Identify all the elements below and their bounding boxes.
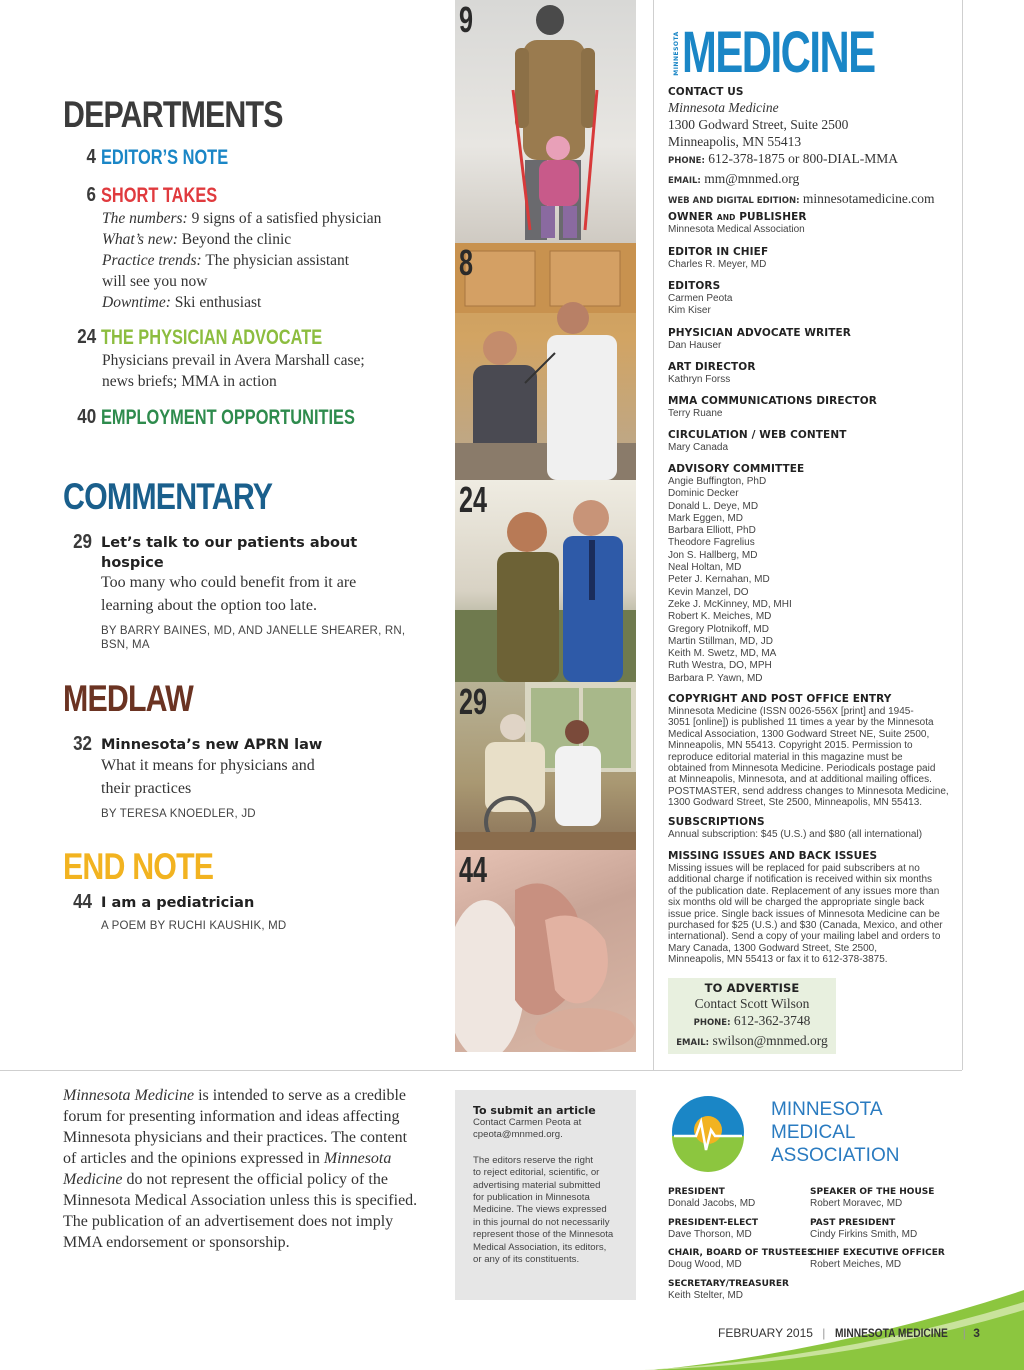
email-link[interactable]: mm@mnmed.org [704, 171, 800, 186]
article-title[interactable]: Minnesota’s new APRN law [101, 737, 323, 753]
advisory-member: Zeke J. McKinney, MD, MHI [668, 598, 792, 610]
byline-line: BSN, MA [101, 639, 150, 651]
short-takes-label: What’s new: [102, 231, 178, 248]
photo-clinic[interactable] [455, 243, 636, 480]
officer-title: CHAIR, BOARD OF TRUSTEES [668, 1248, 814, 1258]
article-byline [101, 624, 405, 652]
advisory-block [668, 463, 958, 685]
mma-logo [668, 1092, 748, 1172]
policy-line: advertising material submitted [473, 1179, 601, 1191]
contact-email [668, 170, 958, 190]
advisory-member: Mark Eggen, MD [668, 512, 744, 524]
disclaimer-italic: Minnesota [323, 1150, 392, 1167]
editor-name: Kim Kiser [668, 305, 711, 317]
column-divider [962, 0, 963, 1070]
copyright-line: reproduce editorial material in this magazine must be [668, 751, 903, 763]
missing-line: Minneapolis, MN 55413 or fax it to 612-378-3875. [668, 954, 888, 966]
contact-addr: Minneapolis, MN 55413 [668, 134, 802, 149]
email-label: EMAIL: [676, 1038, 710, 1048]
toc-item-short-takes[interactable] [74, 184, 434, 314]
copyright-line: at Minneapolis, Minnesota, and at additional mailing offices. [668, 774, 932, 786]
short-takes-line [102, 271, 381, 292]
subs-label: SUBSCRIPTIONS [668, 816, 765, 828]
logo-small: MINNESOTA [672, 31, 680, 76]
short-takes-line [102, 250, 381, 271]
owner-label-a: OWNER [668, 211, 714, 223]
copyright-line: Minneapolis, MN 55413. Copyright 2015. Permission to [668, 740, 913, 752]
policy-line: for publication in Minnesota [473, 1192, 590, 1204]
commentary-heading: COMMENTARY [63, 476, 273, 517]
desc-line: Too many who could benefit from it are [101, 574, 357, 591]
medicine-logo [668, 20, 878, 85]
disclaimer-line [63, 1148, 438, 1169]
missing-line: purchased for $25 (U.S.) and $30 (Canada, Mexico, and other [668, 920, 943, 932]
officer-name: Robert Meiches, MD [810, 1259, 902, 1270]
officer-ceo [810, 1247, 970, 1271]
copyright-line: obtained from Minnesota Medicine. Periodicals postage paid [668, 763, 936, 775]
photo-page-number: 9 [459, 0, 474, 40]
art-name: Kathryn Forss [668, 374, 731, 385]
advisory-member: Gregory Plotnikoff, MD [668, 623, 769, 635]
policy-line: to reject editorial, scientific, or [473, 1167, 600, 1179]
disclaimer-line [63, 1085, 438, 1106]
copyright-line: POSTMASTER, send address changes to Minnesota Medicine, [668, 785, 949, 797]
art-block [668, 361, 958, 386]
writer-block [668, 327, 958, 352]
email-link[interactable]: swilson@mnmed.org [712, 1033, 828, 1048]
editor-name: Carmen Peota [668, 293, 733, 304]
officer-title: SECRETARY/TREASURER [668, 1279, 789, 1289]
submit-title: To submit an article [473, 1104, 596, 1117]
officer-title: PAST PRESIDENT [810, 1218, 896, 1228]
toc-item-physician-advocate[interactable] [74, 326, 434, 396]
writer-name: Dan Hauser [668, 340, 722, 351]
subs-text: Annual subscription: $45 (U.S.) and $80 (all international) [668, 829, 923, 840]
advisory-member: Keith M. Swetz, MD, MA [668, 648, 777, 660]
policy-line: Medical Association, its editors, [473, 1241, 607, 1253]
advocate-line: Physicians prevail in Avera Marshall case; [102, 352, 365, 369]
phone-value[interactable]: 612-362-3748 [733, 1013, 811, 1028]
desc-line: What it means for physicians and [101, 757, 315, 774]
advertise-email [668, 1032, 836, 1052]
eic-name: Charles R. Meyer, MD [668, 259, 767, 270]
advisory-member: Ruth Westra, DO, MPH [668, 660, 772, 672]
owner-block [668, 211, 958, 236]
article-byline: BY TERESA KNOEDLER, JD [101, 808, 256, 820]
photo-hands[interactable] [455, 850, 636, 1052]
missing-line: issue price. Single back issues of Minnesota Medicine can be [668, 908, 940, 920]
article-desc [101, 571, 356, 617]
missing-line: of the publication date. Replacement of any issues more than [668, 885, 940, 897]
advisory-list [668, 476, 958, 685]
toc-title: THE PHYSICIAN ADVOCATE [101, 326, 323, 349]
missing-line: additional charge if notification is received within six months [668, 874, 933, 886]
circ-label: CIRCULATION / WEB CONTENT [668, 429, 847, 441]
mma-emblem-icon [668, 1092, 748, 1172]
editors-label: EDITORS [668, 280, 721, 292]
contact-phone [668, 150, 958, 170]
copyright-text [668, 706, 958, 809]
copyright-line: Medical Association, 1300 Godward Street NE, Suite 2500, [668, 728, 930, 740]
editors-block [668, 280, 958, 318]
submit-policy [473, 1155, 624, 1267]
page-footer [718, 1326, 980, 1340]
photo-page-number: 29 [459, 682, 488, 722]
owner-name: Minnesota Medical Association [668, 224, 805, 235]
disclaimer-text-segment: do not represent the official policy of the [122, 1171, 388, 1188]
short-takes-line [102, 208, 381, 229]
photo-page-number: 44 [459, 850, 488, 890]
advertise-contact: Contact Scott Wilson [694, 996, 810, 1011]
photo-page-number: 24 [459, 480, 488, 520]
officer-chair [668, 1247, 828, 1271]
web-label: WEB AND DIGITAL EDITION: [668, 196, 800, 206]
comm-block [668, 395, 958, 420]
disclaimer-line [63, 1106, 438, 1127]
submit-article-box [455, 1090, 636, 1300]
article-title[interactable]: I am a pediatrician [101, 895, 255, 911]
page-number: 4 [86, 146, 96, 168]
short-takes-text: The physician assistant [201, 252, 350, 269]
clinic-illustration [455, 243, 636, 480]
advocate-line: news briefs; MMA in action [102, 373, 277, 390]
toc-title: EMPLOYMENT OPPORTUNITIES [101, 406, 355, 429]
photo-hospice[interactable] [455, 682, 636, 850]
circ-name: Mary Canada [668, 442, 729, 453]
footer-page-number: 3 [973, 1326, 980, 1340]
comm-label: MMA COMMUNICATIONS DIRECTOR [668, 395, 877, 407]
advisory-member: Barbara P. Yawn, MD [668, 672, 763, 684]
owner-label-and: AND [716, 213, 736, 222]
contact-addr: 1300 Godward Street, Suite 2500 [668, 117, 849, 132]
officer-title: PRESIDENT [668, 1187, 725, 1197]
disclaimer-text-segment: Minnesota physicians and their practices. The content [63, 1129, 408, 1146]
art-label: ART DIRECTOR [668, 361, 756, 373]
advisory-member: Donald L. Deye, MD [668, 500, 759, 512]
advisory-label: ADVISORY COMMITTEE [668, 463, 805, 475]
officer-president [668, 1186, 828, 1210]
advisory-member: Dominic Decker [668, 488, 739, 500]
short-takes-list [102, 208, 381, 313]
short-takes-text: 9 signs of a satisfied physician [187, 210, 382, 227]
contact-name: Minnesota Medicine [668, 100, 779, 115]
owner-label-b: PUBLISHER [739, 211, 807, 223]
disclaimer-italic: Medicine [63, 1171, 123, 1188]
disclaimer-text-segment: Minnesota Medical Association unless this is specified. [63, 1192, 418, 1209]
advisory-member: Peter J. Kernahan, MD [668, 574, 770, 586]
policy-line: or any of its constituents. [473, 1254, 580, 1266]
disclaimer-line [63, 1169, 438, 1190]
advertise-label: TO ADVERTISE [704, 981, 800, 995]
advisory-member: Jon S. Hallberg, MD [668, 549, 758, 561]
copyright-line: Minnesota Medicine (ISSN 0026-556X [print] and 1945- [668, 706, 914, 717]
advisory-member: Robert K. Meiches, MD [668, 611, 772, 623]
footer-swoosh [644, 1280, 1024, 1370]
policy-line: The editors reserve the right [473, 1154, 593, 1166]
advisory-member: Angie Buffington, PhD [668, 476, 767, 487]
advocate-desc [102, 350, 365, 392]
missing-line: Missing issues will be replaced for paid subscribers at no [668, 863, 920, 874]
mma-name-line: ASSOCIATION [771, 1145, 900, 1166]
footer-separator: | [962, 1326, 966, 1340]
officer-speaker [810, 1186, 970, 1210]
short-takes-label: Downtime: [102, 294, 171, 311]
phone-label: PHONE: [668, 156, 705, 166]
departments-heading: DEPARTMENTS [63, 94, 283, 135]
comm-name: Terry Ruane [668, 408, 723, 419]
officer-name: Cindy Firkins Smith, MD [810, 1229, 918, 1240]
photo-page-number: 8 [459, 243, 474, 283]
section-divider [0, 1070, 962, 1071]
footer-separator: | [822, 1326, 826, 1340]
page-number: 6 [86, 184, 96, 206]
disclaimer-line [63, 1232, 438, 1253]
officer-name: Doug Wood, MD [668, 1259, 742, 1270]
officer-title: SPEAKER OF THE HOUSE [810, 1187, 935, 1197]
contact-web [668, 190, 958, 210]
column-divider [653, 0, 654, 1070]
missing-block [668, 850, 958, 966]
mma-name-line: MINNESOTA [771, 1099, 883, 1120]
disclaimer-italic: Minnesota Medicine [63, 1087, 195, 1104]
missing-text [668, 863, 958, 966]
advisory-member: Martin Stillman, MD, JD [668, 635, 774, 647]
officer-title: PRESIDENT-ELECT [668, 1218, 758, 1228]
officer-name: Keith Stelter, MD [668, 1290, 744, 1301]
short-takes-text: will see you now [102, 273, 208, 290]
circ-block [668, 429, 958, 454]
phone-value[interactable]: 612-378-1875 or 800-DIAL-MMA [708, 151, 898, 166]
toc-title: EDITOR’S NOTE [101, 146, 229, 169]
eic-block [668, 246, 958, 271]
email-label: EMAIL: [668, 176, 701, 186]
skier-illustration [455, 0, 636, 243]
copyright-line: 3051 [online]) is published 11 times a year by the Minnesota [668, 717, 934, 729]
submit-contact: Contact Carmen Peota at [473, 1117, 582, 1128]
disclaimer-line [63, 1190, 438, 1211]
desc-line: their practices [101, 780, 192, 797]
byline-line: BY BARRY BAINES, MD, AND JANELLE SHEARER, RN, [101, 625, 406, 637]
advisory-member: Barbara Elliott, PhD [668, 525, 756, 537]
page-number: 29 [73, 531, 92, 553]
owner-label [668, 211, 958, 224]
disclaimer-text-segment: is intended to serve as a credible [194, 1087, 406, 1104]
writer-label: PHYSICIAN ADVOCATE WRITER [668, 327, 851, 339]
eic-label: EDITOR IN CHIEF [668, 246, 769, 258]
web-link[interactable]: minnesotamedicine.com [802, 191, 935, 206]
officer-president-elect [668, 1217, 828, 1241]
missing-label: MISSING ISSUES AND BACK ISSUES [668, 850, 878, 862]
officer-name: Robert Moravec, MD [810, 1198, 903, 1209]
page-number: 40 [77, 406, 97, 428]
officer-name: Dave Thorson, MD [668, 1229, 752, 1240]
toc-item-editors-note[interactable] [74, 146, 434, 170]
page-number: 24 [77, 326, 97, 348]
toc-title: SHORT TAKES [101, 184, 218, 207]
copyright-block [668, 693, 958, 809]
logo-big: MEDICINE [682, 20, 875, 85]
disclaimer-text-segment: MMA endorsement or sponsorship. [63, 1234, 290, 1251]
toc-item-employment[interactable] [74, 406, 434, 430]
short-takes-text: Ski enthusiast [170, 294, 262, 311]
officer-past-president [810, 1217, 970, 1241]
short-takes-text: Beyond the clinic [177, 231, 292, 248]
photo-skier[interactable] [455, 0, 636, 243]
submit-email[interactable]: cpeota@mnmed.org. [473, 1129, 563, 1141]
title-line: Let’s talk to our patients about [101, 535, 358, 551]
missing-line: international). Send a copy of your mailing label and orders to [668, 931, 941, 943]
contact-block [668, 86, 958, 210]
footer-pub: MINNESOTA MEDICINE [834, 1326, 948, 1340]
disclaimer-text [63, 1085, 438, 1253]
disclaimer-line [63, 1211, 438, 1232]
advisory-member: Kevin Manzel, DO [668, 586, 749, 598]
mma-name-line: MEDICAL [771, 1122, 856, 1143]
policy-line: represent those of the Minnesota [473, 1229, 614, 1241]
short-takes-line [102, 229, 381, 250]
policy-line: Medicine. The views expressed [473, 1204, 607, 1216]
footer-date: FEBRUARY 2015 [718, 1326, 813, 1340]
end-note-heading: END NOTE [63, 846, 214, 887]
article-title[interactable] [101, 533, 357, 573]
advisory-member: Theodore Fagrelius [668, 537, 755, 549]
disclaimer-text-segment: forum for presenting information and ideas affecting [63, 1108, 400, 1125]
missing-line: Mary Canada, 1300 Godward Street, Ste 2500, [668, 942, 878, 954]
photo-physicians[interactable] [455, 480, 636, 682]
advisory-member: Neal Holtan, MD [668, 562, 742, 574]
medlaw-heading: MEDLAW [63, 678, 193, 719]
officer-name: Donald Jacobs, MD [668, 1198, 756, 1209]
mma-name [771, 1098, 899, 1167]
officer-title: CHIEF EXECUTIVE OFFICER [810, 1248, 945, 1258]
advertise-phone [668, 1012, 836, 1032]
copyright-label: COPYRIGHT AND POST OFFICE ENTRY [668, 693, 892, 705]
desc-line: learning about the option too late. [101, 597, 317, 614]
copyright-line: 1300 Godward Street, Ste 2500, Minneapolis, MN 55413. [668, 797, 923, 809]
short-takes-label: Practice trends: [102, 252, 202, 269]
advertise-box [668, 978, 836, 1054]
short-takes-label: The numbers: [102, 210, 188, 227]
disclaimer-text-segment: The publication of an advertisement does not imply [63, 1213, 394, 1230]
short-takes-line [102, 292, 381, 313]
contact-label: CONTACT US [668, 86, 744, 98]
article-byline: A POEM BY RUCHI KAUSHIK, MD [101, 920, 287, 932]
page-number: 32 [73, 733, 92, 755]
article-desc [101, 754, 315, 800]
page-number: 44 [73, 891, 92, 913]
policy-line: in this journal do not necessarily [473, 1216, 610, 1228]
disclaimer-line [63, 1127, 438, 1148]
title-line: hospice [101, 555, 164, 571]
subs-block [668, 816, 958, 841]
phone-label: PHONE: [693, 1018, 731, 1028]
missing-line: six months old will be charged the appropriate single back [668, 897, 925, 909]
disclaimer-text-segment: of articles and the opinions expressed in [63, 1150, 324, 1167]
